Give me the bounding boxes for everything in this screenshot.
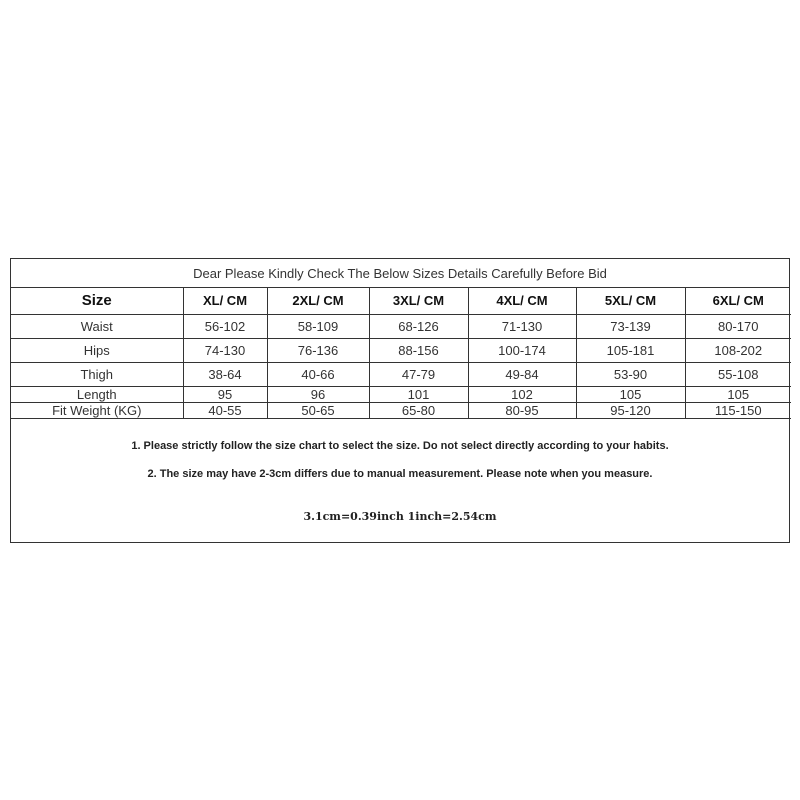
table-cell: 50-65 xyxy=(267,402,369,418)
table-cell: 108-202 xyxy=(685,338,791,362)
column-header-3xl: 3XL/ CM xyxy=(369,288,468,314)
column-header-size: Size xyxy=(11,288,183,314)
table-cell: 40-55 xyxy=(183,402,267,418)
table-row xyxy=(11,402,791,418)
row-label-fit-weight: Fit Weight (KG) xyxy=(11,402,183,418)
column-header-5xl: 5XL/ CM xyxy=(576,288,685,314)
table-cell: 47-79 xyxy=(369,362,468,386)
column-header-2xl: 2XL/ CM xyxy=(267,288,369,314)
table-cell: 68-126 xyxy=(369,314,468,338)
note-unit-conversion: 3.1cm=0.39inch 1inch=2.54cm xyxy=(303,510,497,523)
table-cell: 58-109 xyxy=(267,314,369,338)
table-row xyxy=(11,386,791,402)
table-cell: 53-90 xyxy=(576,362,685,386)
note-follow-chart: 1. Please strictly follow the size chart to select the size. Do not select directly according to your habits. xyxy=(131,440,669,452)
table-cell: 49-84 xyxy=(468,362,576,386)
table-cell: 88-156 xyxy=(369,338,468,362)
table-cell: 95-120 xyxy=(576,402,685,418)
table-cell: 40-66 xyxy=(267,362,369,386)
table-row xyxy=(11,362,791,386)
table-cell: 96 xyxy=(267,386,369,402)
size-table xyxy=(11,288,791,419)
table-cell: 80-95 xyxy=(468,402,576,418)
row-label-waist: Waist xyxy=(11,314,183,338)
table-cell: 73-139 xyxy=(576,314,685,338)
column-header-4xl: 4XL/ CM xyxy=(468,288,576,314)
table-header-row xyxy=(11,288,791,314)
size-chart-banner: Dear Please Kindly Check The Below Sizes Details Carefully Before Bid xyxy=(11,259,789,288)
table-cell: 100-174 xyxy=(468,338,576,362)
table-row xyxy=(11,314,791,338)
table-cell: 115-150 xyxy=(685,402,791,418)
table-cell: 102 xyxy=(468,386,576,402)
row-label-thigh: Thigh xyxy=(11,362,183,386)
table-cell: 101 xyxy=(369,386,468,402)
table-cell: 55-108 xyxy=(685,362,791,386)
table-row xyxy=(11,338,791,362)
table-cell: 65-80 xyxy=(369,402,468,418)
row-label-length: Length xyxy=(11,386,183,402)
table-cell: 105 xyxy=(576,386,685,402)
table-cell: 80-170 xyxy=(685,314,791,338)
table-cell: 56-102 xyxy=(183,314,267,338)
column-header-6xl: 6XL/ CM xyxy=(685,288,791,314)
table-cell: 71-130 xyxy=(468,314,576,338)
table-cell: 38-64 xyxy=(183,362,267,386)
size-chart-panel xyxy=(10,258,790,543)
table-cell: 76-136 xyxy=(267,338,369,362)
row-label-hips: Hips xyxy=(11,338,183,362)
note-measurement-diff: 2. The size may have 2-3cm differs due to manual measurement. Please note when you measure. xyxy=(147,468,653,480)
table-cell: 74-130 xyxy=(183,338,267,362)
table-cell: 105-181 xyxy=(576,338,685,362)
table-cell: 105 xyxy=(685,386,791,402)
table-cell: 95 xyxy=(183,386,267,402)
column-header-xl: XL/ CM xyxy=(183,288,267,314)
